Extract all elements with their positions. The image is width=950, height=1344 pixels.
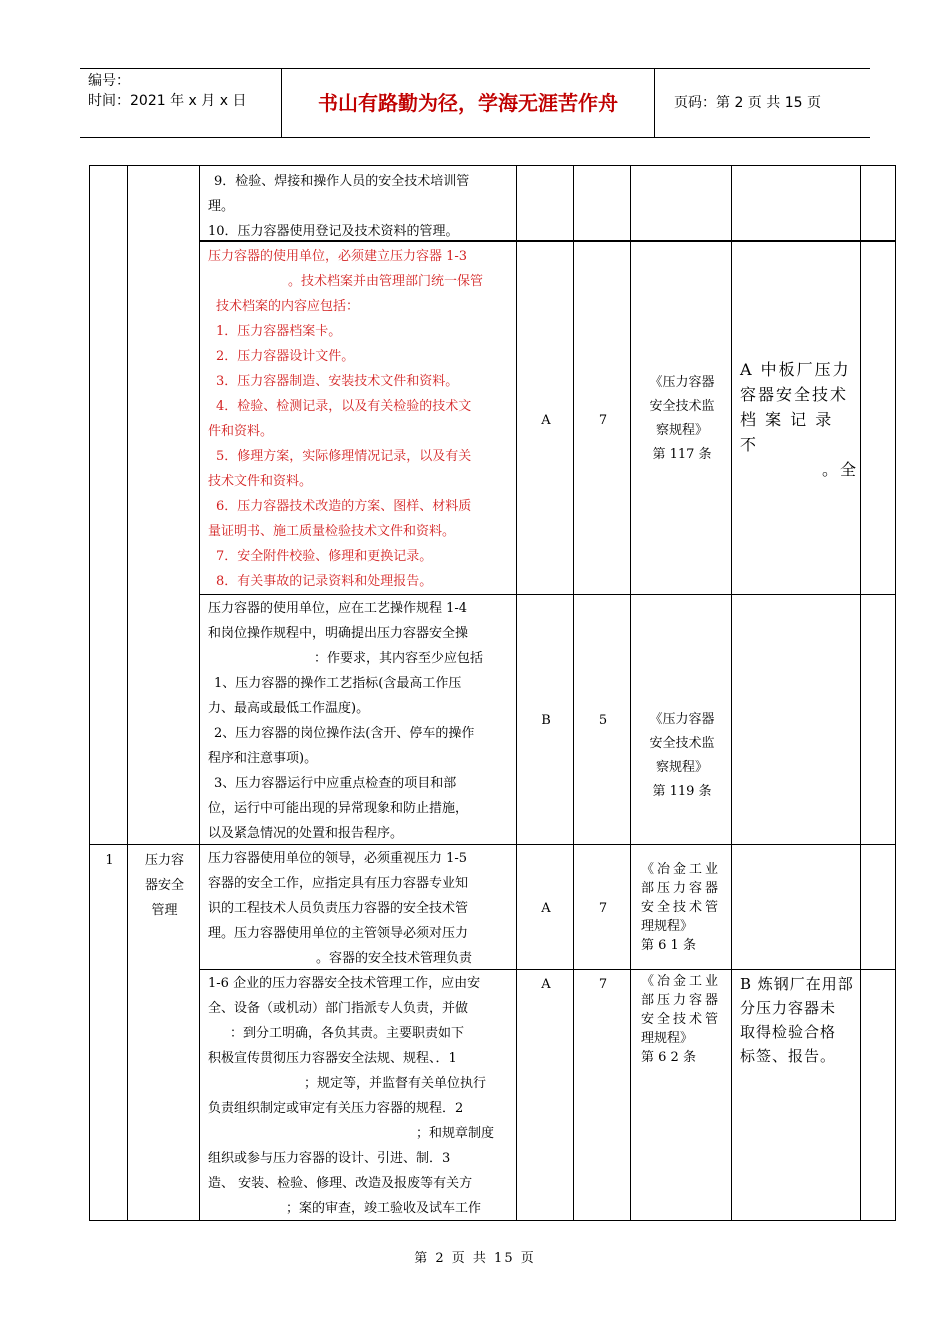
ref-3: 《压力容器 安全技术监 察规程》 第 119 条: [649, 712, 715, 799]
page-footer: 第 2 页 共 15 页: [414, 1251, 536, 1266]
score-4: 7: [598, 901, 608, 916]
grade-cell-1: [516, 165, 574, 241]
note-cell-3: [731, 594, 861, 845]
extra-cell-3: [860, 594, 896, 845]
page-label: 页码：第 2 页 共 15 页: [674, 95, 821, 111]
item-text-2: 压力容器的使用单位，必须建立压力容器 1-3 。技术档案并由管理部门统一保管 技术档案的内容应包括： 1．压力容器档案卡。 2．压力容器设计文件。 3．压力容器制造、安装技术文件和资料。 4．检验、检测记录，以及有关检验的技术文 件和资料。 5．修理方案，实际修理情况记录，以及有关 技术文件和资料。 6．压力容器技术改造的方案、图样、材料质 量证明书、施工质量检验技术文件和资料。 7．安全附件校验、修理和更换记录。 8．有关事故的记录资料和处理报告。: [208, 249, 484, 589]
index-cell-1: [89, 844, 128, 1221]
grade-3: B: [541, 713, 551, 728]
note-2: A 中板厂压力 容器安全技术 档 案 记 录 不 。全: [740, 360, 858, 479]
extra-cell-4: [860, 844, 896, 970]
item-text-4: 压力容器使用单位的领导，必须重视压力 1-5 容器的安全工作，应指定具有压力容器专业知 识的工程技术人员负责压力容器的安全技术管 理。压力容器使用单位的主管领导必须对压力 。容器的安全技术管理负责: [208, 851, 473, 966]
category-cell-empty: [127, 165, 200, 845]
ref-4: 《冶金工业 部压力容器 安全技术管 理规程》 第 6 1 条: [641, 862, 722, 953]
score-5: 7: [598, 977, 608, 992]
header-meta: [80, 69, 282, 137]
item-text-1: 9．检验、焊接和操作人员的安全技术培训管 理。 10．压力容器使用登记及技术资料的管理。: [208, 174, 470, 239]
ref-5: 《冶金工业 部压力容器 安全技术管 理规程》 第 6 2 条: [641, 974, 722, 1065]
note-cell-4: [731, 844, 861, 970]
extra-cell-1: [860, 165, 896, 241]
date-label: 时间：2021 年 x 月 x 日: [88, 93, 247, 109]
extra-cell-2: [860, 241, 896, 595]
score-2: 7: [598, 413, 608, 428]
index-cell-empty: [89, 165, 128, 845]
section-index: 1: [105, 853, 114, 868]
extra-cell-5: [860, 969, 896, 1221]
note-5: B 炼钢厂在用部 分压力容器未 取得检验合格 标签、报告。: [740, 975, 854, 1065]
score-3: 5: [598, 713, 608, 728]
grade-4: A: [541, 901, 551, 916]
grade-cell-5: [516, 969, 574, 1221]
note-cell-1: [731, 165, 861, 241]
section-category: 压力容 器安全 管理: [144, 853, 184, 918]
ref-cell-1: [630, 165, 732, 241]
score-cell-1: [573, 165, 631, 241]
grade-5: A: [541, 977, 551, 992]
grade-2: A: [541, 413, 551, 428]
score-cell-5: [573, 969, 631, 1221]
ref-2: 《压力容器 安全技术监 察规程》 第 117 条: [649, 375, 715, 462]
item-text-3: 压力容器的使用单位，应在工艺操作规程 1-4 和岗位操作规程中，明确提出压力容器安全操 ：作要求，其内容至少应包括 1、压力容器的操作工艺指标(含最高工作压 力、最高或最低工作温度)。 2、压力容器的岗位操作法(含开、停车的操作 程序和注意事项)。 3、压力容器运行中应重点检查的项目和部 位，运行中可能出现的异常现象和防止措施， 以及紧急情况的处置和报告程序。: [208, 601, 484, 841]
page-header: [80, 68, 870, 138]
serial-label: 编号：: [88, 73, 130, 89]
motto: 书山有路勤为径，学海无涯苦作舟: [282, 69, 655, 137]
item-text-5: 1-6 企业的压力容器安全技术管理工作，应由安 全、设备（或机动）部门指派专人负责，并做 ：到分工明确，各负其责。主要职责如下 积极宣传贯彻压力容器安全法规、规程、．1 ；规定等，并监督有关单位执行 负责组织制定或审定有关压力容器的规程．2 ；和规章制度 组织或参与压力容器的设计、引进、制．3 造、 安装、检验、修理、改造及报废等有关方 ；案的审查，竣工验收及试车工作: [208, 976, 495, 1216]
checklist-table: [90, 166, 896, 1222]
